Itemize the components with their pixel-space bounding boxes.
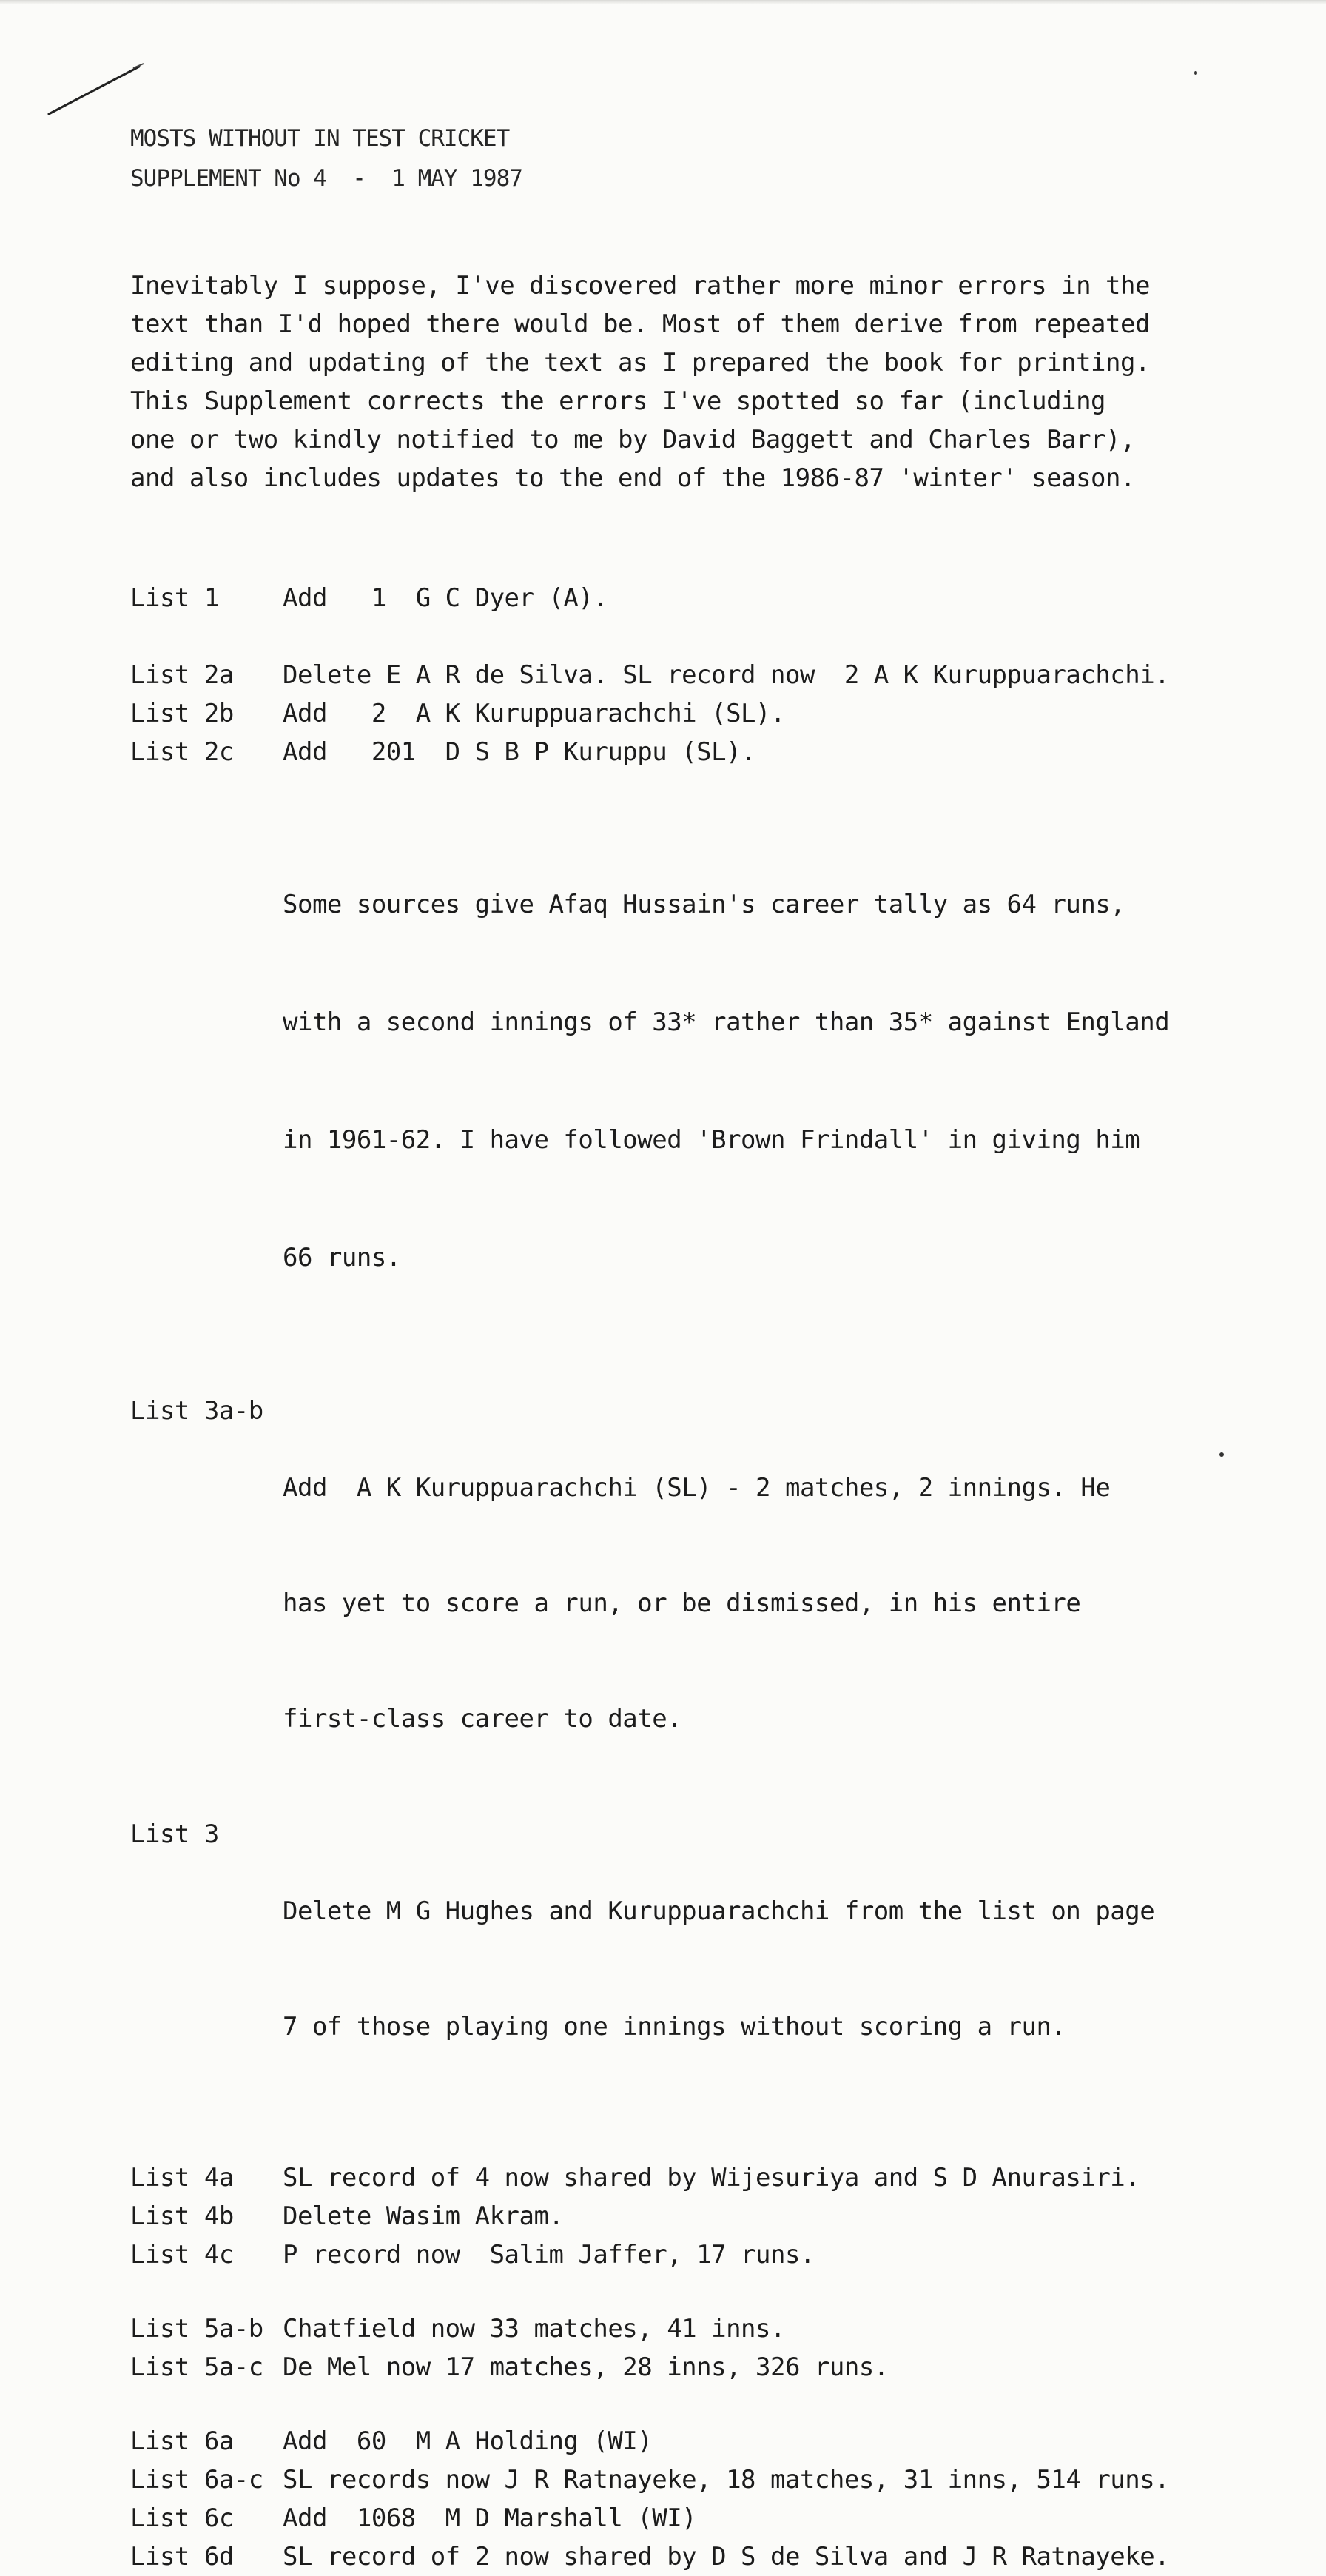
entry-label: List 4c — [130, 2240, 234, 2270]
entry-label: List 2c — [130, 737, 234, 767]
corrections-list — [130, 579, 1211, 2576]
entry-label: List 3 — [130, 1819, 219, 1849]
entry-list-6d — [130, 2538, 1211, 2576]
entry-list-1 — [130, 579, 1211, 617]
entry-line: Add A K Kuruppuarachchi (SL) - 2 matches, 2 innings. He — [283, 1473, 1111, 1503]
entry-text: Add 201 D S B P Kuruppu (SL). — [283, 737, 756, 767]
pen-stroke-mark — [44, 59, 155, 118]
entry-text: SL record of 2 now shared by D S de Silva and J R Ratnayeke. — [283, 2542, 1170, 2572]
entry-list-4a — [130, 2159, 1211, 2197]
header-title: MOSTS WITHOUT IN TEST CRICKET — [130, 125, 510, 152]
entry-list-2b — [130, 694, 1211, 733]
intro-paragraph — [130, 266, 1211, 497]
entry-list-3 — [130, 1815, 1211, 2123]
entry-list-6a-c — [130, 2461, 1211, 2499]
ink-speck — [1219, 1452, 1224, 1457]
entry-label: List 2b — [130, 699, 234, 728]
entry-list-3a-b — [130, 1392, 1211, 1815]
entry-list-5a-b — [130, 2310, 1211, 2348]
entry-label: List 4b — [130, 2201, 234, 2231]
intro-line: text than I'd hoped there would be. Most of them derive from repeated — [130, 309, 1150, 339]
afaq-hussain-note — [283, 807, 1211, 1356]
entry-text: Add 1068 M D Marshall (WI) — [283, 2503, 697, 2533]
entry-text: Delete Wasim Akram. — [283, 2201, 564, 2231]
entry-text: Add 1 G C Dyer (A). — [283, 583, 608, 613]
entry-text — [283, 1815, 1211, 2123]
entry-label: List 6a-c — [130, 2465, 263, 2495]
entry-label: List 1 — [130, 583, 219, 613]
entry-list-5a-c — [130, 2348, 1211, 2387]
entry-list-6a — [130, 2422, 1211, 2461]
note-line: Some sources give Afaq Hussain's career tally as 64 runs, — [283, 890, 1125, 919]
entry-line: Delete M G Hughes and Kuruppuarachchi from the list on page — [283, 1896, 1155, 1926]
intro-line: This Supplement corrects the errors I've spotted so far (including — [130, 386, 1106, 416]
entry-text: SL record of 4 now shared by Wijesuriya and S D Anurasiri. — [283, 2163, 1140, 2193]
entry-label: List 2a — [130, 660, 234, 690]
entry-text: Add 2 A K Kuruppuarachchi (SL). — [283, 699, 785, 728]
entry-list-4c — [130, 2235, 1211, 2274]
document-header — [130, 118, 522, 198]
entry-text — [283, 1392, 1211, 1815]
entry-label: List 3a-b — [130, 1396, 263, 1426]
entry-text: Chatfield now 33 matches, 41 inns. — [283, 2314, 785, 2344]
entry-label: List 4a — [130, 2163, 234, 2193]
note-line: in 1961-62. I have followed 'Brown Frindall' in giving him — [283, 1125, 1140, 1155]
entry-text: Add 60 M A Holding (WI) — [283, 2426, 653, 2456]
entry-label: List 6d — [130, 2542, 234, 2572]
ink-speck — [1194, 71, 1197, 75]
entry-list-2c — [130, 733, 1211, 771]
entry-list-4b — [130, 2197, 1211, 2235]
note-line: 66 runs. — [283, 1243, 401, 1272]
entry-list-6c — [130, 2499, 1211, 2538]
entry-label: List 5a-b — [130, 2314, 263, 2344]
intro-line: Inevitably I suppose, I've discovered rather more minor errors in the — [130, 271, 1150, 301]
entry-text: Delete E A R de Silva. SL record now 2 A K Kuruppuarachchi. — [283, 660, 1170, 690]
intro-line: editing and updating of the text as I prepared the book for printing. — [130, 348, 1150, 378]
entry-label: List 5a-c — [130, 2352, 263, 2382]
entry-line: has yet to score a run, or be dismissed, in his entire — [283, 1589, 1081, 1618]
entry-text: De Mel now 17 matches, 28 inns, 326 runs. — [283, 2352, 889, 2382]
entry-label: List 6a — [130, 2426, 234, 2456]
intro-line: one or two kindly notified to me by David Baggett and Charles Barr), — [130, 425, 1135, 455]
page-edge — [0, 0, 1326, 4]
header-subtitle: SUPPLEMENT No 4 - 1 MAY 1987 — [130, 165, 522, 192]
entry-line: 7 of those playing one innings without scoring a run. — [283, 2012, 1066, 2042]
entry-text: P record now Salim Jaffer, 17 runs. — [283, 2240, 815, 2270]
entry-line: first-class career to date. — [283, 1704, 682, 1734]
entry-text: SL records now J R Ratnayeke, 18 matches, 31 inns, 514 runs. — [283, 2465, 1170, 2495]
intro-line: and also includes updates to the end of the 1986-87 'winter' season. — [130, 463, 1135, 493]
entry-list-2a — [130, 656, 1211, 694]
note-line: with a second innings of 33* rather than 35* against England — [283, 1007, 1170, 1037]
entry-label: List 6c — [130, 2503, 234, 2533]
